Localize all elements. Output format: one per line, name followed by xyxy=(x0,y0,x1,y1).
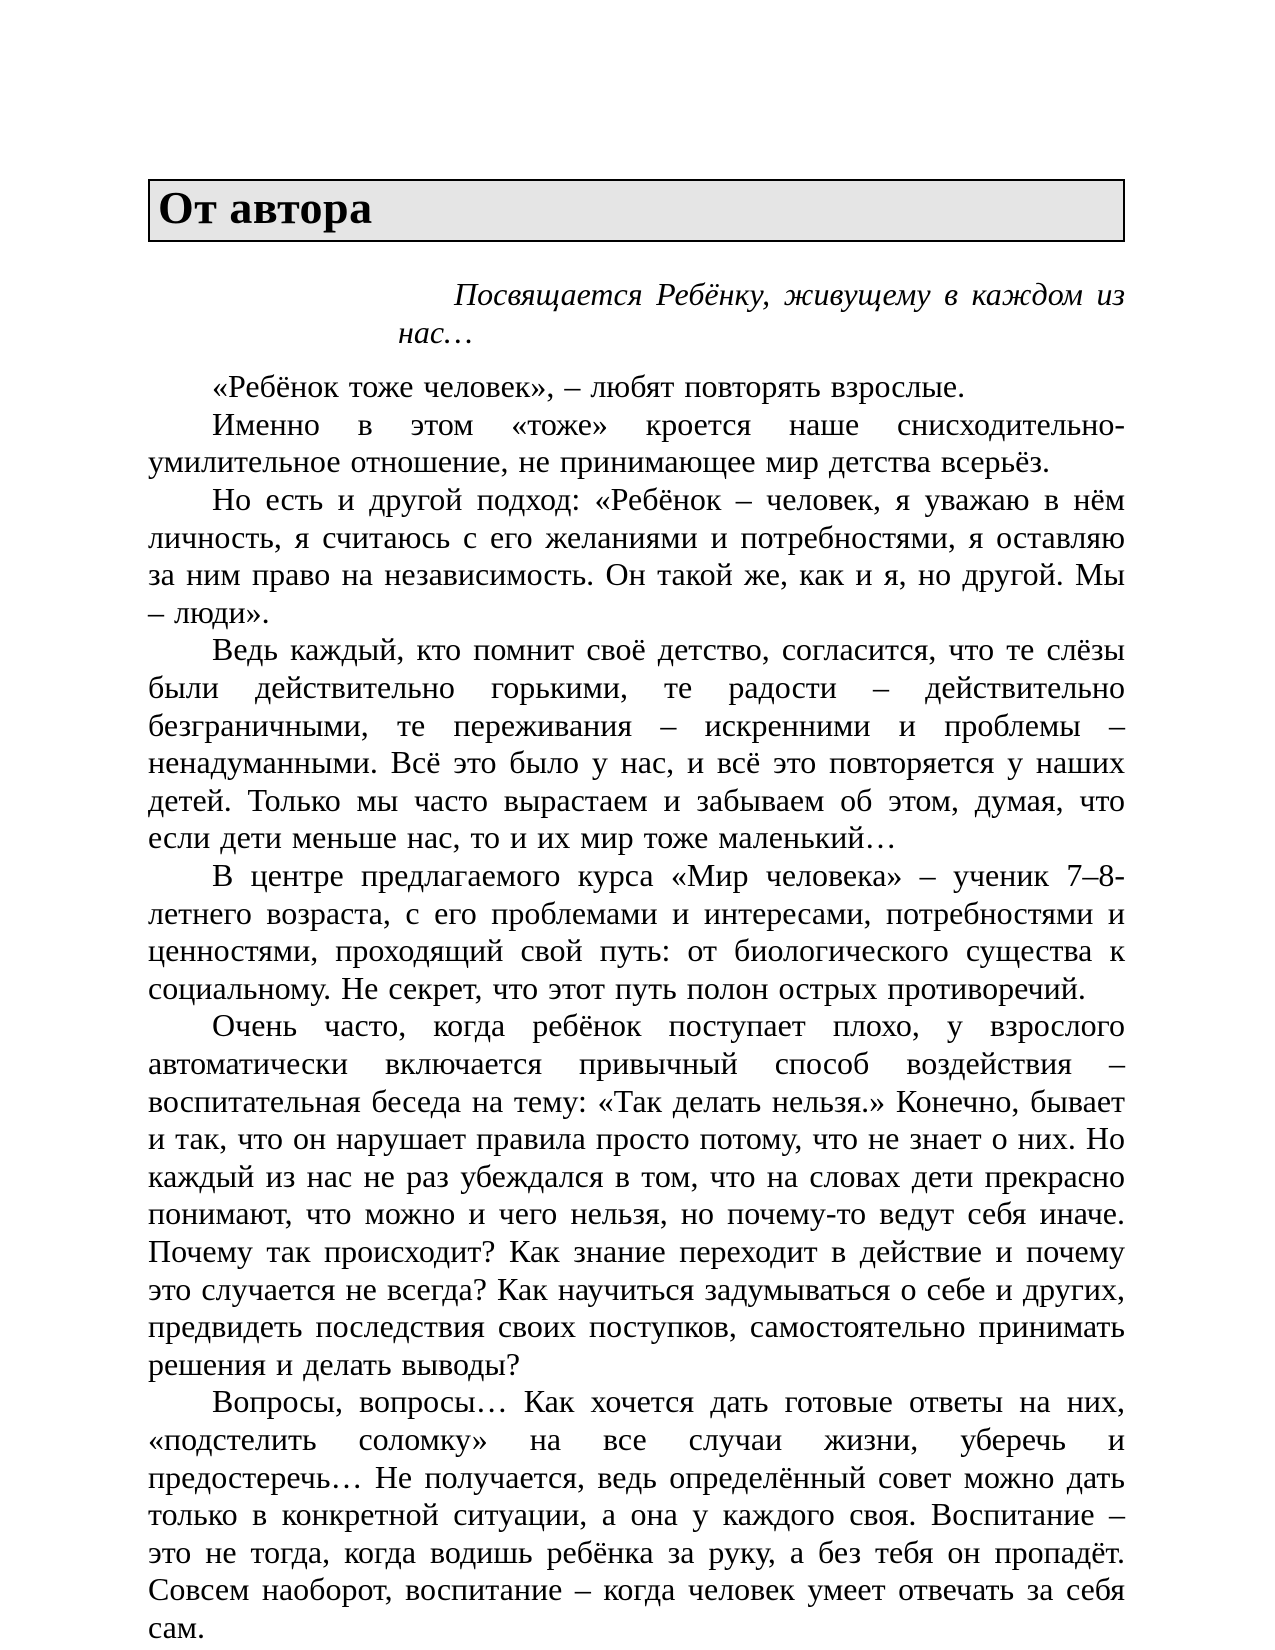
page-content xyxy=(148,179,1125,1646)
paragraph: Ведь каждый, кто помнит своё детство, согласится, что те слёзы были действительно горькими, те радости – действительно безграничными, те переживания – искренними и проблемы – ненадуманными. Всё это было у нас, и всё это повторяется у наших детей. Только мы часто вырастаем и забываем об этом, думая, что если дети меньше нас, то и их мир тоже маленький… xyxy=(148,631,1125,856)
section-heading: От автора xyxy=(158,182,373,233)
paragraph: Вопросы, вопросы… Как хочется дать готовые ответы на них, «подстелить соломку» на все случаи жизни, уберечь и предостеречь… Не получается, ведь определённый совет можно дать только в конкретной ситуации, а она у каждого своя. Воспитание – это не тогда, когда водишь ребёнка за руку, а без тебя он пропадёт. Совсем наоборот, воспитание – когда человек умеет отвечать за себя сам. xyxy=(148,1383,1125,1645)
paragraph: Но есть и другой подход: «Ребёнок – человек, я уважаю в нём личность, я считаюсь с его желаниями и потребностями, я оставляю за ним право на независимость. Он такой же, как и я, но другой. Мы – люди». xyxy=(148,481,1125,630)
paragraph: Очень часто, когда ребёнок поступает плохо, у взрослого автоматически включается привычный способ воздействия – воспитательная беседа на тему: «Так делать нельзя.» Конечно, бывает и так, что он нарушает правила просто потому, что не знает о них. Но каждый из нас не раз убеждался в том, что на словах дети прекрасно понимают, что можно и чего нельзя, но почему-то ведут себя иначе. Почему так происходит? Как знание переходит в действие и почему это случается не всегда? Как научиться задумываться о себе и других, предвидеть последствия своих поступков, самостоятельно принимать решения и делать выводы? xyxy=(148,1007,1125,1382)
paragraph: Именно в этом «тоже» кроется наше снисходительно-умилительное отношение, не принимающее мир детства всерьёз. xyxy=(148,405,1125,480)
dedication-text: Посвящается Ребёнку, живущему в каждом из нас… xyxy=(398,276,1125,351)
paragraph: «Ребёнок тоже человек», – любят повторять взрослые. xyxy=(212,368,966,405)
article-body xyxy=(148,368,1125,1646)
paragraph: В центре предлагаемого курса «Мир человека» – ученик 7–8-летнего возраста, с его проблемами и интересами, потребностями и ценностями, проходящий свой путь: от биологического существа к социальному. Не секрет, что этот путь полон острых противоречий. xyxy=(148,857,1125,1006)
section-heading-box xyxy=(148,179,1125,242)
